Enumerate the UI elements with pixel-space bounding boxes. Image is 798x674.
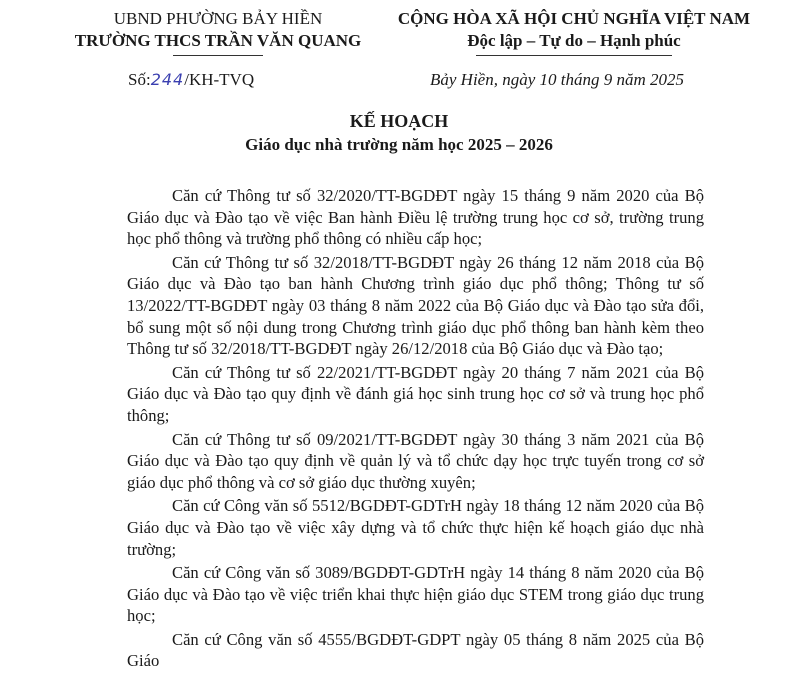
doc-number-handwritten: 244 xyxy=(150,70,185,89)
national-motto-block xyxy=(378,8,770,56)
national-motto: Độc lập – Tự do – Hạnh phúc xyxy=(467,31,681,50)
issuer-school: TRƯỜNG THCS TRẦN VĂN QUANG xyxy=(74,31,362,50)
issuer-underline xyxy=(173,55,263,56)
doc-number-prefix: Số: xyxy=(128,70,151,89)
doc-number-suffix: /KH-TVQ xyxy=(184,70,255,89)
issuer-authority: UBND PHƯỜNG BẢY HIỀN xyxy=(113,9,323,28)
document-number xyxy=(128,70,254,90)
national-name: CỘNG HÒA XÃ HỘI CHỦ NGHĨA VIỆT NAM xyxy=(397,9,751,28)
document-date: Bảy Hiền, ngày 10 tháng 9 năm 2025 xyxy=(430,70,685,89)
legal-basis-paragraph: Căn cứ Công văn số 5512/BGDĐT-GDTrH ngày 18 tháng 12 năm 2020 của Bộ Giáo dục và Đào tạo về việc xây dựng và tổ chức thực hiện kế hoạch giáo dục nhà trường; xyxy=(127,496,704,559)
legal-basis-paragraph: Căn cứ Thông tư số 32/2020/TT-BGDĐT ngày 15 tháng 9 năm 2020 của Bộ Giáo dục và Đào tạo về việc Ban hành Điều lệ trường trung học cơ sở, trường trung học phổ thông và trường phổ thông có nhiều cấp học; xyxy=(127,186,704,249)
issuer-block xyxy=(60,8,376,56)
legal-basis-paragraph: Căn cứ Thông tư số 22/2021/TT-BGDĐT ngày 20 tháng 7 năm 2021 của Bộ Giáo dục và Đào tạo quy định về đánh giá học sinh trung học cơ sở và trung học phổ thông; xyxy=(127,362,704,425)
document-title: KẾ HOẠCH xyxy=(349,111,449,131)
document-subtitle: Giáo dục nhà trường năm học 2025 – 2026 xyxy=(245,135,553,154)
document-body xyxy=(127,185,704,674)
legal-basis-paragraph: Căn cứ Công văn số 4555/BGDĐT-GDPT ngày 05 tháng 8 năm 2025 của Bộ Giáo xyxy=(127,629,704,671)
motto-underline xyxy=(476,55,672,56)
legal-basis-paragraph: Căn cứ Thông tư số 32/2018/TT-BGDĐT ngày 26 tháng 12 năm 2018 của Bộ Giáo dục và Đào tạo ban hành Chương trình giáo dục phổ thông; Thông tư số 13/2022/TT-BGDĐT ngày 03 tháng 8 năm 2022 của Bộ Giáo dục và Đào tạo sửa đổi, bổ sung một số nội dung trong Chương trình giáo dục phổ thông ban hành kèm theo Thông tư số 32/2018/TT-BGDĐT ngày 26/12/2018 của Bộ Giáo dục và Đào tạo; xyxy=(127,252,704,359)
legal-basis-paragraph: Căn cứ Thông tư số 09/2021/TT-BGDĐT ngày 30 tháng 3 năm 2021 của Bộ Giáo dục và Đào tạo quy định về quản lý và tổ chức dạy học trực tuyến trong cơ sở giáo dục phổ thông và cơ sở giáo dục thường xuyên; xyxy=(127,429,704,492)
legal-basis-paragraph: Căn cứ Công văn số 3089/BGDĐT-GDTrH ngày 14 tháng 8 năm 2020 của Bộ Giáo dục và Đào tạo về việc triển khai thực hiện giáo dục STEM trong giáo dục trung học; xyxy=(127,563,704,626)
